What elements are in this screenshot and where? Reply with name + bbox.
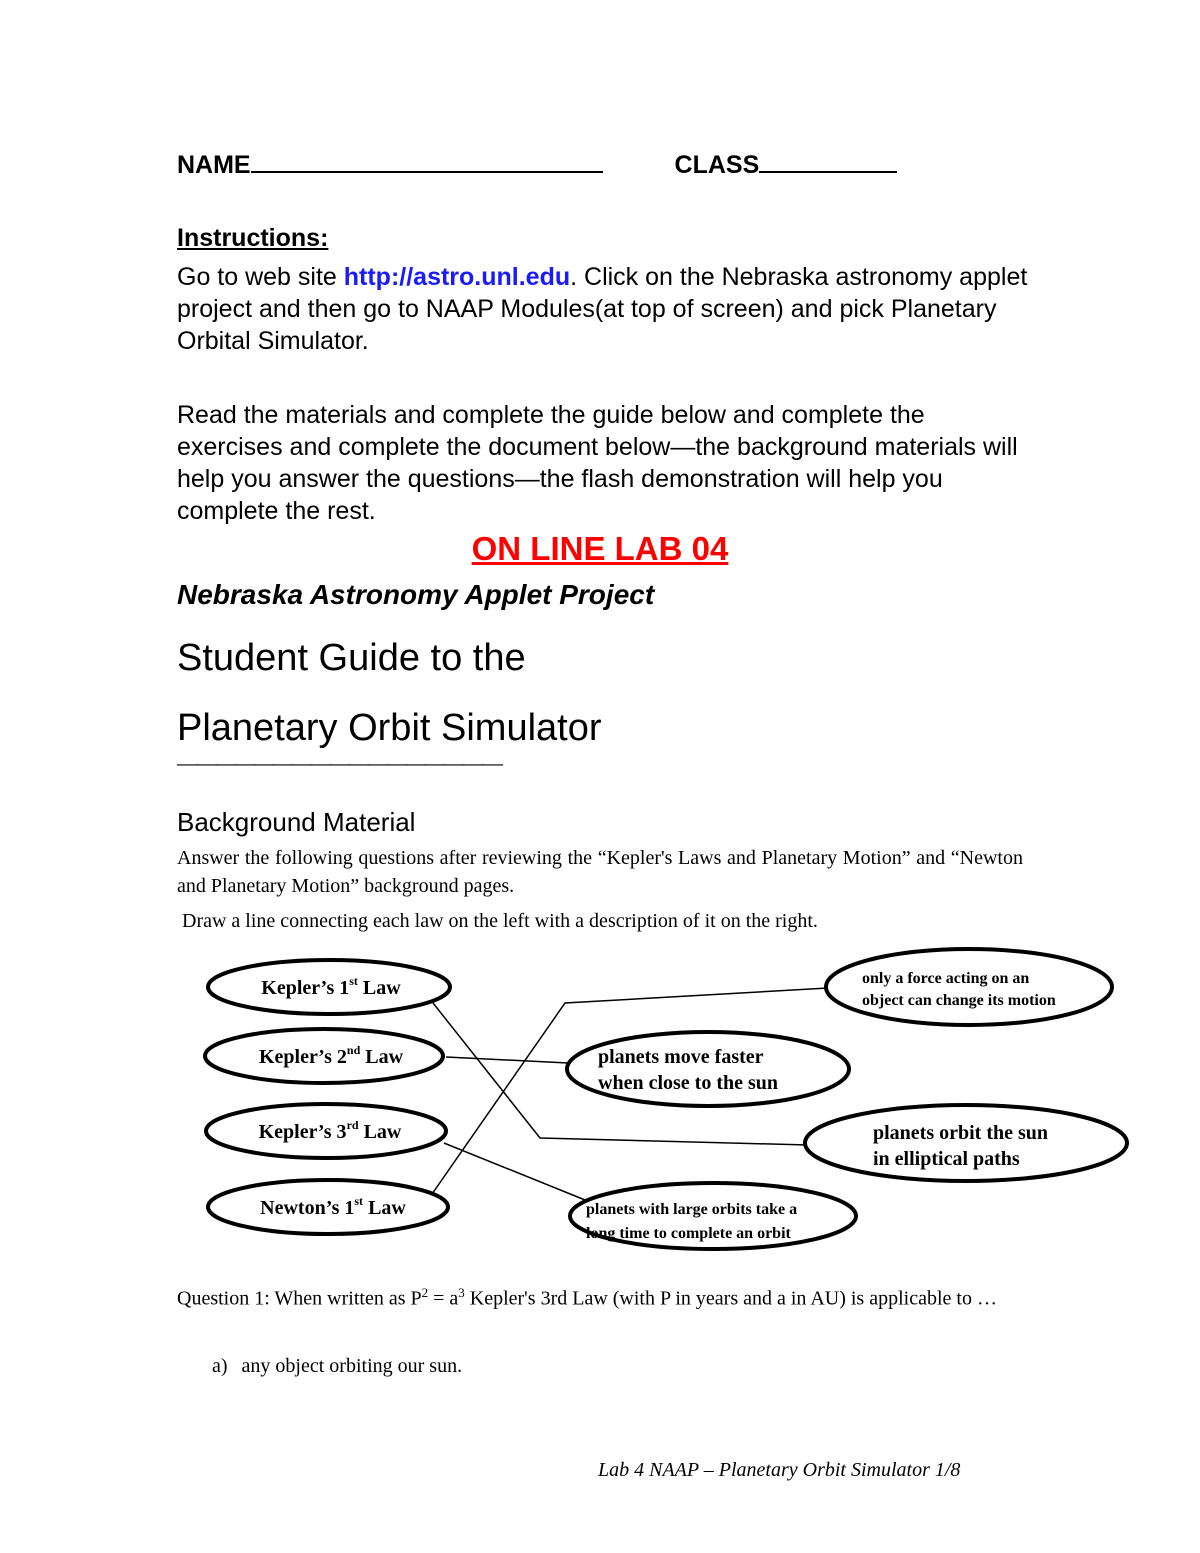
instructions-paragraph-1 — [177, 261, 1037, 357]
instructions-paragraph-2: Read the materials and complete the guide below and complete the exercises and complete the document below—the background materials will help you answer the questions—the flash demonstration will help you complete the rest. — [177, 401, 1018, 525]
q1-text-b: = a — [428, 1287, 459, 1310]
option-a-label: a) — [212, 1355, 228, 1377]
name-class-line — [177, 147, 897, 180]
q1-sup-2: 3 — [458, 1285, 465, 1300]
law-newton-1-label: Newton’s 1st Law — [260, 1194, 406, 1219]
class-field[interactable] — [759, 147, 897, 173]
background-heading: Background Material — [177, 807, 416, 837]
desc-faster-line2: when close to the sun — [598, 1072, 779, 1094]
instructions-heading: Instructions: — [177, 224, 329, 252]
project-title: Nebraska Astronomy Applet Project — [177, 579, 655, 610]
para1-suffix: . Click on the Nebraska astronomy applet project and then go to NAAP Modules(at top of screen) and pick Planetary Orbital Simulator. — [177, 263, 1028, 355]
background-text: Answer the following questions after reviewing the “Kepler's Laws and Planetary Motion” and “Newton and Planetary Motion” background pages. — [177, 847, 1023, 897]
separator-rule: ————————————————— — [177, 750, 500, 775]
q1-text-c: Kepler's 3rd Law (with P in years and a in AU) is applicable to … — [464, 1287, 997, 1310]
guide-title-line-2: Planetary Orbit Simulator — [177, 707, 602, 749]
law-kepler-1-label: Kepler’s 1st Law — [261, 974, 401, 999]
law-kepler-2[interactable] — [205, 1029, 443, 1083]
desc-elliptical-line1: planets orbit the sun — [873, 1122, 1049, 1144]
para1-prefix: Go to web site — [177, 263, 344, 291]
matching-instruction: Draw a line connecting each law on the left with a description of it on the right. — [182, 910, 818, 932]
class-label: CLASS — [674, 151, 760, 179]
q1-text-a: Question 1: When written as P — [177, 1287, 422, 1310]
lab-title: ON LINE LAB 04 — [471, 530, 729, 567]
option-a-text: any object orbiting our sun. — [241, 1355, 463, 1377]
desc-force-line1: only a force acting on an — [862, 970, 1030, 987]
name-label: NAME — [177, 151, 251, 179]
desc-faster-line1: planets move faster — [598, 1046, 764, 1068]
q1-sup-1: 2 — [421, 1285, 429, 1300]
question-1 — [177, 1273, 1037, 1319]
desc-elliptical-line2: in elliptical paths — [873, 1148, 1020, 1170]
desc-large-orbits[interactable] — [570, 1183, 856, 1249]
law-kepler-1[interactable] — [208, 960, 450, 1014]
law-kepler-3[interactable] — [206, 1104, 446, 1158]
matching-diagram — [0, 940, 1200, 1260]
desc-elliptical-paths[interactable] — [805, 1105, 1127, 1181]
desc-large-orbits-line1: planets with large orbits take a — [586, 1201, 798, 1218]
name-field[interactable] — [251, 147, 603, 173]
law-kepler-3-label: Kepler’s 3rd Law — [258, 1118, 402, 1143]
desc-faster-near-sun[interactable] — [567, 1032, 849, 1106]
desc-force-line2: object can change its motion — [862, 992, 1056, 1009]
desc-force-motion[interactable] — [826, 949, 1112, 1025]
guide-title-line-1: Student Guide to the — [177, 637, 526, 679]
law-kepler-2-label: Kepler’s 2nd Law — [258, 1043, 404, 1068]
connector-kepler2-to-faster — [446, 1057, 568, 1063]
site-link[interactable]: http://astro.unl.edu — [343, 263, 571, 291]
law-newton-1[interactable] — [208, 1180, 448, 1234]
connector-kepler3-to-large-orbits — [444, 1143, 590, 1202]
desc-large-orbits-line2: long time to complete an orbit — [586, 1225, 791, 1242]
question-1-option-a[interactable] — [212, 1355, 462, 1378]
page-footer: Lab 4 NAAP – Planetary Orbit Simulator 1/8 — [598, 1459, 961, 1481]
